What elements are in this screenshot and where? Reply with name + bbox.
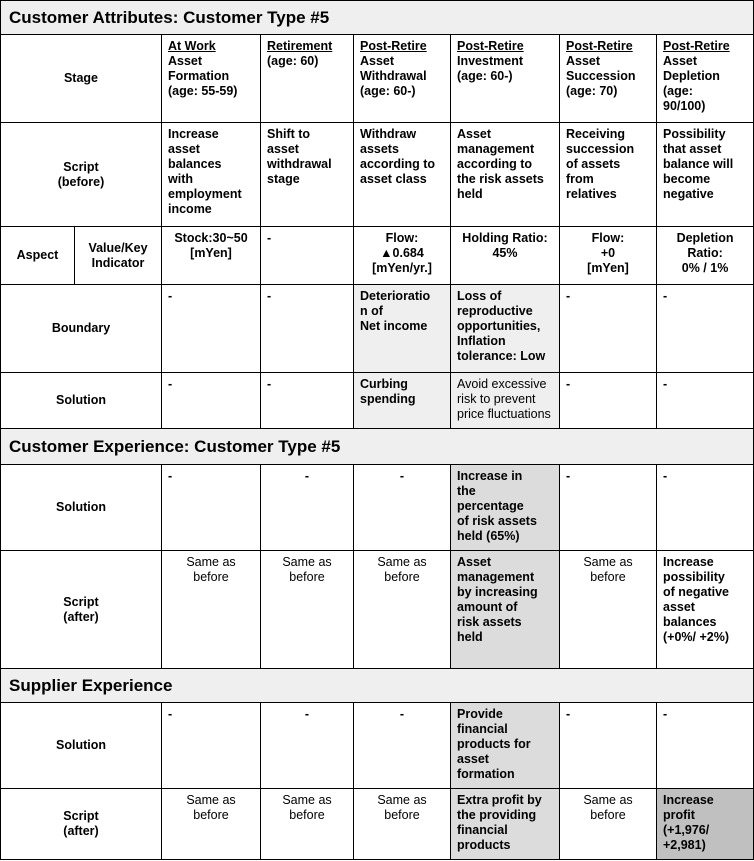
boundary-cell: - [162,285,261,373]
cx-script-after-cell: Same as before [560,551,657,669]
section-header-customer-experience: Customer Experience: Customer Type #5 [1,429,754,465]
cx-script-after-cell: Asset management by increasing amount of risk assets held [451,551,560,669]
script-before-cell: Possibility that asset balance will become negative [657,123,754,227]
indicator-cell: Holding Ratio: 45% [451,227,560,285]
stage-title: Post-Retire [663,39,730,53]
row-label-solution: Solution [1,373,162,429]
boundary-cell: - [261,285,354,373]
sx-script-after-cell: Same as before [261,789,354,860]
sx-solution-cell: - [354,703,451,789]
cx-solution-cell: - [354,465,451,551]
sx-solution-cell: Provide financial products for asset formation [451,703,560,789]
boundary-cell: - [657,285,754,373]
sx-solution-cell: - [560,703,657,789]
cx-solution-cell: - [657,465,754,551]
boundary-cell: - [560,285,657,373]
section-header-customer-attributes: Customer Attributes: Customer Type #5 [1,1,754,35]
row-label-solution: Solution [1,465,162,551]
stage-desc: Asset Formation (age: 55-59) [168,54,238,98]
sx-script-after-cell: Same as before [354,789,451,860]
sx-solution-cell: - [657,703,754,789]
stage-desc: Investment (age: 60-) [457,54,523,83]
sx-solution-cell: - [261,703,354,789]
sx-script-after-cell: Same as before [162,789,261,860]
indicator-cell: Depletion Ratio: 0% / 1% [657,227,754,285]
sx-script-after-cell: Extra profit by the providing financial products [451,789,560,860]
cx-solution-cell: - [261,465,354,551]
stage-desc: (age: 60) [267,54,319,68]
stage-desc: Asset Withdrawal (age: 60-) [360,54,427,98]
script-before-cell: Asset management according to the risk assets held [451,123,560,227]
stage-title: At Work [168,39,216,53]
solution-cell: - [657,373,754,429]
script-before-cell: Shift to asset withdrawal stage [261,123,354,227]
solution-cell: - [162,373,261,429]
row-label-aspect: Aspect [1,227,75,285]
script-before-cell: Withdraw assets according to asset class [354,123,451,227]
solution-cell: - [560,373,657,429]
cx-solution-cell: - [560,465,657,551]
stage-title: Post-Retire [457,39,524,53]
sx-solution-cell: - [162,703,261,789]
cx-solution-cell: - [162,465,261,551]
cx-solution-cell: Increase in the percentage of risk assets held (65%) [451,465,560,551]
indicator-cell: Flow: +0 [mYen] [560,227,657,285]
cx-script-after-cell: Same as before [261,551,354,669]
solution-cell: Avoid excessive risk to prevent price fluctuations [451,373,560,429]
solution-cell: - [261,373,354,429]
stage-title: Post-Retire [566,39,633,53]
stage-cell [560,35,657,123]
stage-cell [657,35,754,123]
stage-cell [354,35,451,123]
section-header-supplier-experience: Supplier Experience [1,669,754,703]
stage-title: Post-Retire [360,39,427,53]
row-label-value-key-indicator: Value/Key Indicator [75,227,162,285]
cx-script-after-cell: Same as before [162,551,261,669]
script-before-cell: Increase asset balances with employment income [162,123,261,227]
row-label-boundary: Boundary [1,285,162,373]
stage-desc: Asset Depletion (age: 90/100) [663,54,720,113]
solution-cell: Curbing spending [354,373,451,429]
row-label-script-after: Script (after) [1,789,162,860]
boundary-cell: Loss of reproductive opportunities, Inflation tolerance: Low [451,285,560,373]
cx-script-after-cell: Same as before [354,551,451,669]
boundary-cell: Deterioratio n of Net income [354,285,451,373]
indicator-cell: - [261,227,354,285]
cx-script-after-cell: Increase possibility of negative asset balances (+0%/ +2%) [657,551,754,669]
stage-desc: Asset Succession (age: 70) [566,54,636,98]
stage-cell [451,35,560,123]
sx-script-after-cell: Increase profit (+1,976/ +2,981) [657,789,754,860]
stage-cell [261,35,354,123]
indicator-cell: Flow: ▲0.684 [mYen/yr.] [354,227,451,285]
script-before-cell: Receiving succession of assets from relatives [560,123,657,227]
stage-title: Retirement [267,39,333,53]
row-label-solution: Solution [1,703,162,789]
row-label-script-before: Script (before) [1,123,162,227]
indicator-cell: Stock:30~50 [mYen] [162,227,261,285]
row-label-stage: Stage [1,35,162,123]
sx-script-after-cell: Same as before [560,789,657,860]
stage-cell [162,35,261,123]
row-label-script-after: Script (after) [1,551,162,669]
